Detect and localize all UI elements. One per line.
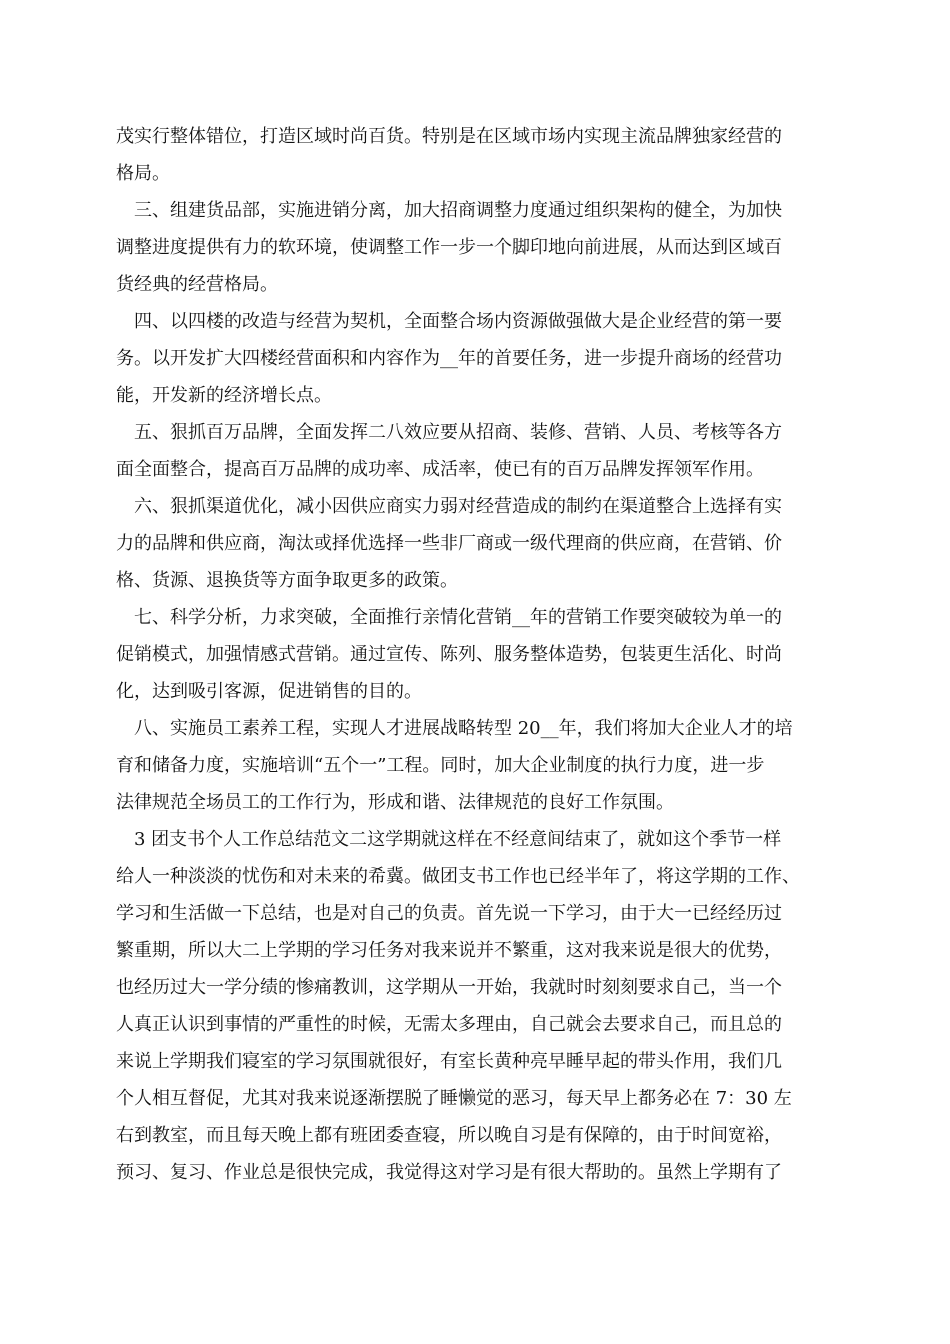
text-line: 能，开发新的经济增长点。 [116,385,332,406]
text-line: 三、组建货品部，实施进销分离，加大招商调整力度通过组织架构的健全，为加快 [116,200,782,221]
text-line: 法律规范全场员工的工作行为，形成和谐、法律规范的良好工作氛围。 [116,792,674,813]
text-line: 四、以四楼的改造与经营为契机，全面整合场内资源做强做大是企业经营的第一要 [116,311,782,332]
text-line: 七、科学分析，力求突破，全面推行亲情化营销__年的营销工作要突破较为单一的 [116,607,782,628]
text-line: 力的品牌和供应商，淘汰或择优选择一些非厂商或一级代理商的供应商，在营销、价 [116,533,782,554]
text-line: 促销模式，加强情感式营销。通过宣传、陈列、服务整体造势，包装更生活化、时尚 [116,644,782,665]
text-line: 3 团支书个人工作总结范文二这学期就这样在不经意间结束了，就如这个季节一样 [116,829,782,850]
text-line: 格、货源、退换货等方面争取更多的政策。 [116,570,458,591]
text-line: 五、狠抓百万品牌，全面发挥二八效应要从招商、装修、营销、人员、考核等各方 [116,422,782,443]
text-line: 格局。 [116,163,170,184]
text-line: 也经历过大一学分绩的惨痛教训，这学期从一开始，我就时时刻刻要求自己，当一个 [116,977,782,998]
text-line: 务。以开发扩大四楼经营面积和内容作为__年的首要任务，进一步提升商场的经营功 [116,348,782,369]
text-line: 右到教室，而且每天晚上都有班团委查寝，所以晚自习是有保障的，由于时间宽裕， [116,1125,782,1146]
text-line: 面全面整合，提高百万品牌的成功率、成活率，使已有的百万品牌发挥领军作用。 [116,459,764,480]
text-line: 八、实施员工素养工程，实现人才进展战略转型 20__年，我们将加大企业人才的培 [116,718,793,739]
text-line: 货经典的经营格局。 [116,274,278,295]
document-body [116,118,836,1191]
text-line: 化，达到吸引客源，促进销售的目的。 [116,681,422,702]
text-line: 六、狠抓渠道优化，减小因供应商实力弱对经营造成的制约在渠道整合上选择有实 [116,496,782,517]
text-line: 给人一种淡淡的忧伤和对未来的希冀。做团支书工作也已经半年了，将这学期的工作、 [116,866,800,887]
text-line: 茂实行整体错位，打造区域时尚百货。特别是在区域市场内实现主流品牌独家经营的 [116,126,782,147]
text-line: 调整进度提供有力的软环境，使调整工作一步一个脚印地向前进展，从而达到区域百 [116,237,782,258]
text-line: 预习、复习、作业总是很快完成，我觉得这对学习是有很大帮助的。虽然上学期有了 [116,1162,782,1183]
text-line: 繁重期，所以大二上学期的学习任务对我来说并不繁重，这对我来说是很大的优势， [116,940,782,961]
text-line: 育和储备力度，实施培训“五个一”工程。同时，加大企业制度的执行力度，进一步 [116,755,765,776]
text-line: 人真正认识到事情的严重性的时候，无需太多理由，自己就会去要求自己，而且总的 [116,1014,782,1035]
text-line: 学习和生活做一下总结，也是对自己的负责。首先说一下学习，由于大一已经经历过 [116,903,782,924]
text-line: 个人相互督促，尤其对我来说逐渐摆脱了睡懒觉的恶习，每天早上都务必在 7：30 左 [116,1088,792,1109]
text-line: 来说上学期我们寝室的学习氛围就很好，有室长黄种亮早睡早起的带头作用，我们几 [116,1051,782,1072]
